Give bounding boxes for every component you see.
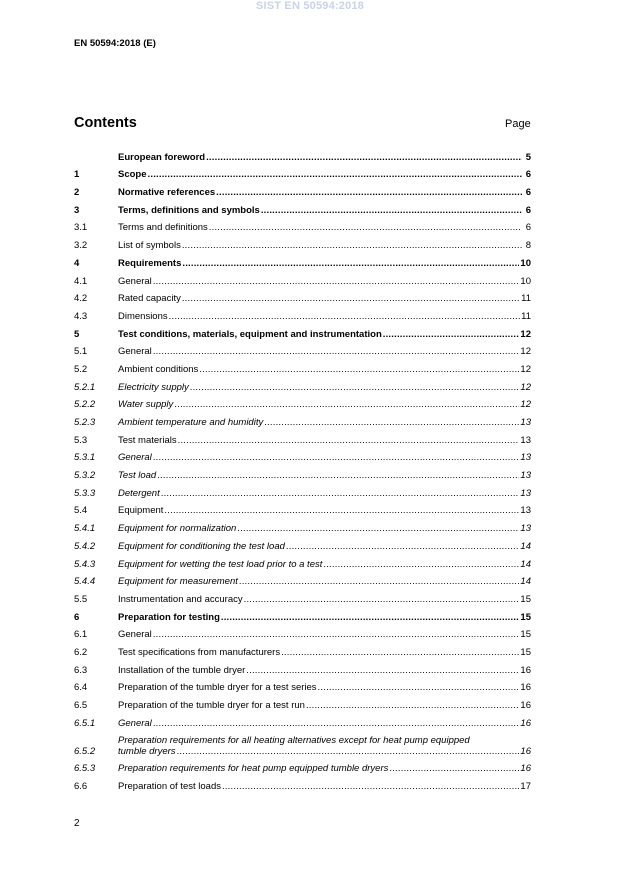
dot-leader	[209, 222, 522, 233]
toc-entry-number: 6.1	[74, 629, 88, 641]
dot-leader	[389, 763, 519, 774]
toc-entry-page: 10	[520, 257, 531, 269]
dot-leader	[157, 470, 519, 481]
toc-entry-title: General	[118, 717, 152, 729]
toc-entry-title: Preparation of test loads	[118, 781, 221, 793]
toc-entry[interactable]	[74, 481, 531, 499]
toc-entry-title: Test materials	[118, 434, 177, 446]
toc-entry-page: 16	[520, 664, 531, 676]
toc-entry-number: 5	[74, 328, 80, 340]
toc-entry[interactable]	[74, 322, 531, 340]
toc-entry-title: European foreword	[118, 151, 206, 163]
toc-entry-page: 12	[520, 399, 531, 411]
toc-entry[interactable]	[74, 640, 531, 658]
toc-entry[interactable]	[74, 658, 531, 676]
toc-entry-number: 5.4.4	[74, 576, 96, 588]
toc-entry[interactable]	[74, 233, 531, 251]
toc-entry-number: 5.4	[74, 505, 88, 517]
toc-entry[interactable]	[74, 251, 531, 269]
toc-entry-title-continued: tumble dryers	[118, 745, 176, 757]
toc-entry-title: Preparation requirements for heat pump equipped tumble dryers	[118, 763, 389, 775]
toc-entry-title: Preparation for testing	[118, 611, 220, 623]
toc-entry-title: Equipment for normalization	[118, 523, 237, 535]
toc-entry[interactable]	[74, 534, 531, 552]
toc-entry[interactable]	[74, 180, 531, 198]
toc-entry-number: 3.2	[74, 240, 88, 252]
toc-entry-page: 11	[521, 293, 531, 305]
toc-entry-number: 2	[74, 187, 80, 199]
toc-entry[interactable]	[74, 693, 531, 711]
dot-leader	[246, 665, 519, 676]
dot-leader	[318, 682, 520, 693]
toc-entry-page: 8	[525, 240, 531, 252]
dot-leader	[206, 152, 522, 163]
toc-entry[interactable]	[74, 357, 531, 375]
toc-entry-number: 5.5	[74, 593, 88, 605]
toc-entry-title: Water supply	[118, 399, 174, 411]
toc-entry[interactable]	[74, 587, 531, 605]
dot-leader	[222, 781, 519, 792]
toc-entry-title: Installation of the tumble dryer	[118, 664, 246, 676]
toc-entry-number: 6.6	[74, 781, 88, 793]
toc-entry-number: 6.3	[74, 664, 88, 676]
dot-leader	[153, 346, 520, 357]
toc-entry-title: Equipment	[118, 505, 164, 517]
toc-entry-page: 13	[520, 434, 531, 446]
toc-entry-page: 16	[520, 700, 531, 711]
toc-entry-number: 4.1	[74, 275, 88, 287]
toc-entry-page: 15	[520, 611, 531, 623]
toc-entry-page: 11	[521, 310, 531, 322]
dot-leader	[164, 505, 519, 516]
toc-entry[interactable]	[74, 516, 531, 534]
toc-entry-number: 5.4.2	[74, 540, 96, 552]
toc-entry-number: 3.1	[74, 222, 88, 234]
document-id: EN 50594:2018 (E)	[74, 38, 156, 49]
watermark: SIST EN 50594:2018	[255, 0, 365, 12]
toc-entry-page: 12	[520, 346, 531, 358]
toc-entry-title: Ambient conditions	[118, 363, 199, 375]
toc-entry-page: 10	[520, 275, 531, 287]
toc-entry-number: 6.5.2	[74, 745, 96, 757]
toc-entry-number: 5.2.1	[74, 381, 96, 393]
dot-leader	[199, 364, 519, 375]
toc-entry-page: 5	[525, 151, 531, 163]
toc-entry[interactable]	[74, 676, 531, 694]
dot-leader	[306, 700, 519, 711]
toc-entry[interactable]	[74, 499, 531, 517]
toc-entry[interactable]	[74, 757, 531, 775]
dot-leader	[153, 629, 520, 640]
toc-entry-title: General	[118, 346, 152, 358]
dot-leader	[177, 746, 520, 757]
toc-entry-number: 4.3	[74, 310, 88, 322]
dot-leader	[178, 435, 520, 446]
toc-entry-page: 16	[520, 745, 531, 757]
toc-entry[interactable]	[74, 340, 531, 358]
toc-entry-page: 13	[520, 470, 531, 482]
toc-entry-number: 6.5.1	[74, 717, 96, 729]
toc-entry-page: 15	[520, 593, 531, 605]
toc-entry-number: 5.2.2	[74, 399, 96, 411]
dot-leader	[182, 293, 520, 304]
dot-leader	[383, 329, 520, 340]
toc-entry[interactable]	[74, 216, 531, 234]
toc-entry-number: 5.3.2	[74, 470, 96, 482]
contents-title: Contents	[74, 115, 137, 131]
toc-entry-page: 13	[520, 505, 531, 517]
toc-entry-page: 13	[520, 452, 531, 464]
toc-entry-number: 5.4.1	[74, 523, 96, 535]
toc-entry[interactable]	[74, 463, 531, 481]
toc-entry-number: 1	[74, 169, 80, 181]
dot-leader	[323, 559, 519, 570]
toc-entry[interactable]	[74, 774, 531, 792]
toc-entry-title: Terms, definitions and symbols	[118, 204, 260, 216]
toc-entry-page: 6	[525, 222, 531, 234]
toc-entry-page: 16	[520, 682, 531, 694]
toc-entry-number: 5.3	[74, 434, 88, 446]
toc-entry-title: Normative references	[118, 187, 216, 199]
page-column-label: Page	[505, 118, 531, 130]
toc-entry-page: 16	[520, 763, 531, 775]
dot-leader	[153, 276, 520, 287]
toc-entry-number: 4	[74, 257, 80, 269]
toc-entry-title: Instrumentation and accuracy	[118, 593, 243, 605]
dot-leader	[182, 258, 519, 269]
dot-leader	[221, 612, 520, 623]
toc-entry-title: Requirements	[118, 257, 182, 269]
toc-entry-title: Electricity supply	[118, 381, 189, 393]
toc-entry-page: 12	[520, 328, 531, 340]
toc-entry-title: Scope	[118, 169, 147, 181]
dot-leader	[190, 382, 520, 393]
toc-entry[interactable]	[74, 729, 531, 757]
toc-entry[interactable]	[74, 605, 531, 623]
toc-entry-number: 6.5	[74, 700, 88, 711]
toc-entry-number: 6.2	[74, 646, 88, 658]
dot-leader	[182, 240, 522, 251]
toc-entry-number: 5.1	[74, 346, 88, 358]
toc-entry-number: 5.2	[74, 363, 88, 375]
toc-entry[interactable]	[74, 393, 531, 411]
dot-leader	[239, 576, 520, 587]
dot-leader	[161, 488, 520, 499]
toc-entry-title: Equipment for measurement	[118, 576, 238, 588]
table-of-contents	[74, 145, 531, 792]
toc-entry-number: 6.5.3	[74, 763, 96, 775]
toc-entry-number: 5.2.3	[74, 417, 96, 428]
toc-entry-number: 4.2	[74, 293, 88, 305]
toc-entry-number: 5.3.1	[74, 452, 96, 464]
toc-entry-title: Equipment for wetting the test load prior to a test	[118, 558, 323, 570]
toc-entry[interactable]	[74, 304, 531, 322]
dot-leader	[237, 523, 519, 534]
dot-leader	[264, 417, 519, 428]
toc-entry[interactable]	[74, 446, 531, 464]
page-number: 2	[74, 818, 80, 829]
toc-entry-title: Ambient temperature and humidity	[118, 417, 264, 428]
toc-entry-title: Equipment for conditioning the test load	[118, 540, 285, 552]
dot-leader	[169, 311, 520, 322]
dot-leader	[216, 187, 522, 198]
toc-entry-page: 17	[520, 781, 531, 793]
toc-entry-title: Test load	[118, 470, 157, 482]
toc-entry-page: 15	[520, 646, 531, 658]
toc-entry-title: Preparation of the tumble dryer for a test run	[118, 700, 305, 711]
toc-entry-page: 6	[525, 187, 531, 199]
dot-leader	[153, 718, 520, 729]
toc-entry[interactable]	[74, 145, 531, 163]
toc-entry-number: 6	[74, 611, 80, 623]
toc-entry-title: General	[118, 452, 152, 464]
toc-entry-title: Terms and definitions	[118, 222, 208, 234]
toc-entry-page: 13	[520, 487, 531, 499]
toc-entry-page: 13	[520, 417, 531, 428]
toc-entry-title: General	[118, 629, 152, 641]
toc-entry-page: 14	[520, 576, 531, 588]
toc-entry[interactable]	[74, 570, 531, 588]
toc-entry-title: Test conditions, materials, equipment and instrumentation	[118, 328, 382, 340]
toc-entry-page: 6	[525, 204, 531, 216]
toc-entry[interactable]	[74, 269, 531, 287]
dot-leader	[261, 205, 522, 216]
toc-entry-number: 3	[74, 204, 80, 216]
toc-entry[interactable]	[74, 552, 531, 570]
dot-leader	[148, 169, 522, 180]
toc-entry[interactable]	[74, 287, 531, 305]
toc-entry-title: Test specifications from manufacturers	[118, 646, 281, 658]
toc-entry-title: Rated capacity	[118, 293, 181, 305]
toc-entry[interactable]	[74, 198, 531, 216]
dot-leader	[286, 541, 520, 552]
toc-entry[interactable]	[74, 163, 531, 181]
toc-entry-page: 14	[520, 558, 531, 570]
toc-entry[interactable]	[74, 428, 531, 446]
toc-entry-number: 5.4.3	[74, 558, 96, 570]
toc-entry-page: 13	[520, 523, 531, 535]
toc-entry-page: 16	[520, 717, 531, 729]
toc-entry[interactable]	[74, 410, 531, 428]
toc-entry-number: 6.4	[74, 682, 88, 694]
toc-entry-page: 6	[525, 169, 531, 181]
toc-entry-title: Preparation requirements for all heating alternatives except for heat pump equipped	[118, 734, 470, 746]
toc-entry-title: Preparation of the tumble dryer for a test series	[118, 682, 317, 694]
toc-entry-page: 15	[520, 629, 531, 641]
toc-entry-page: 14	[520, 540, 531, 552]
dot-leader	[244, 594, 520, 605]
toc-entry-page: 12	[520, 363, 531, 375]
toc-entry-page: 12	[520, 381, 531, 393]
toc-entry-title: General	[118, 275, 152, 287]
toc-entry-title: Detergent	[118, 487, 160, 499]
toc-entry[interactable]	[74, 711, 531, 729]
dot-leader	[281, 647, 519, 658]
toc-entry[interactable]	[74, 623, 531, 641]
toc-entry-title: Dimensions	[118, 310, 168, 322]
toc-entry-title: List of symbols	[118, 240, 181, 252]
dot-leader	[153, 452, 520, 463]
toc-entry-number: 5.3.3	[74, 487, 96, 499]
toc-entry[interactable]	[74, 375, 531, 393]
dot-leader	[174, 399, 519, 410]
